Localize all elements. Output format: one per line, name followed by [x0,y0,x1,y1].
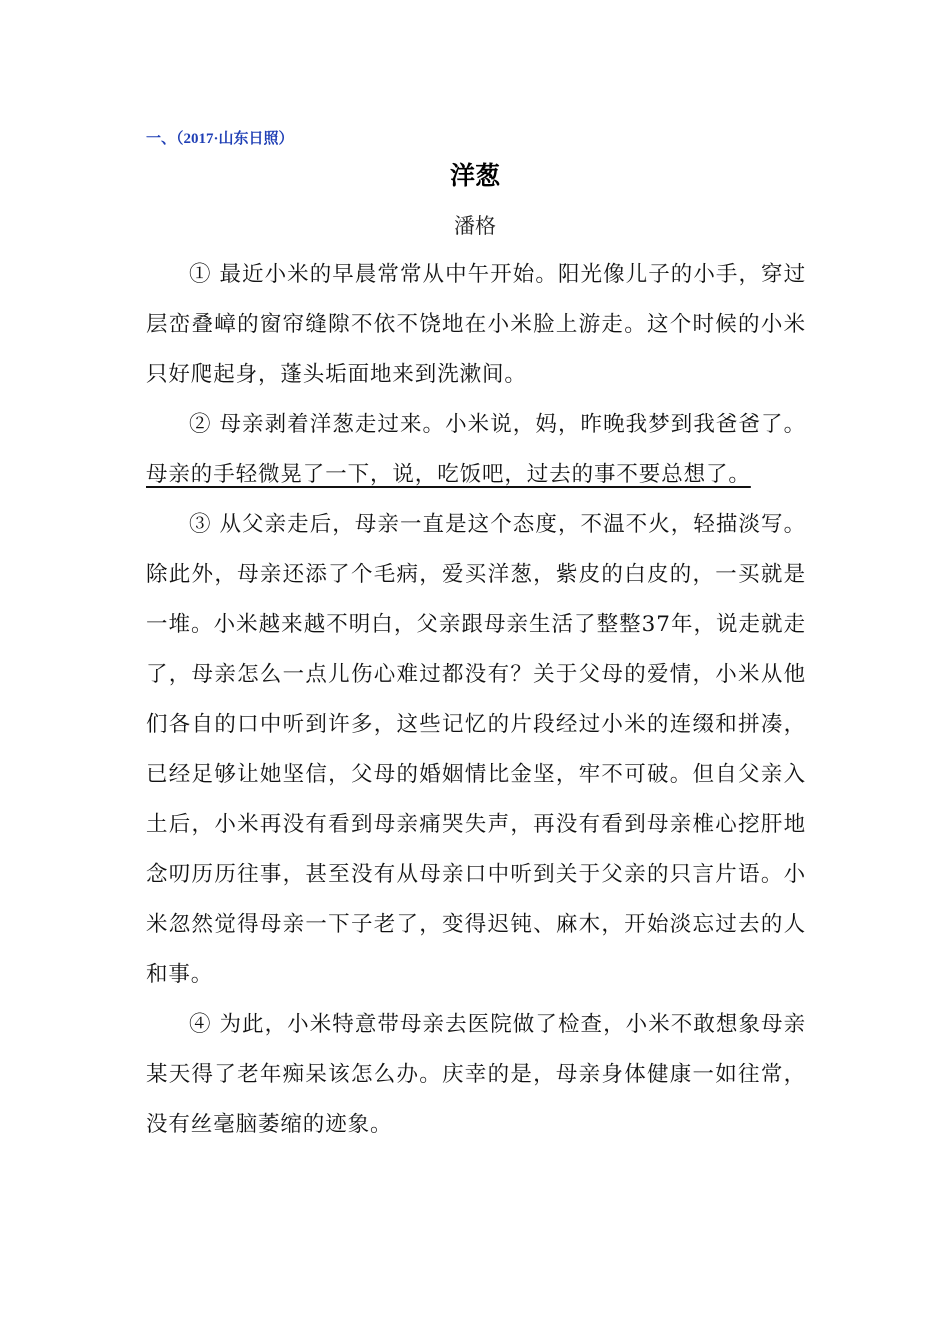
underlined-sentence: 母亲的手轻微晃了一下，说，吃饭吧，过去的事不要总想了。 [146,462,751,487]
paragraph-3: ③ 从父亲走后，母亲一直是这个态度，不温不火，轻描淡写。除此外，母亲还添了个毛病，爱买洋葱，紫皮的白皮的，一买就是一堆。小米越来越不明白，父亲跟母亲生活了整整37年，说走就走了，母亲怎么一点儿伤心难过都没有？关于父母的爱情，小米从他们各自的口中听到许多，这些记忆的片段经过小米的连缀和拼凑，已经足够让她坚信，父母的婚姻情比金坚，牢不可破。但自父亲入土后，小米再没有看到母亲痛哭失声，再没有看到母亲椎心挖肝地念叨历历往事，甚至没有从母亲口中听到关于父亲的只言片语。小米忽然觉得母亲一下子老了，变得迟钝、麻木，开始淡忘过去的人和事。 [146,512,806,987]
paragraph-2-text: ② 母亲剥着洋葱走过来。小米说，妈，昨晚我梦到我爸爸了。 [189,412,806,437]
paragraph-1: ① 最近小米的早晨常常从中午开始。阳光像儿子的小手，穿过层峦叠嶂的窗帘缝隙不依不饶地在小米脸上游走。这个时候的小米只好爬起身，蓬头垢面地来到洗漱间。 [146,262,806,387]
question-source: 一、（2017·山东日照） [146,131,294,147]
article-body [146,250,806,1150]
paragraph-2 [146,400,806,500]
article-title: 洋葱 [449,161,500,190]
article-author: 潘格 [454,214,496,238]
paragraph-4: ④ 为此，小米特意带母亲去医院做了检查，小米不敢想象母亲某天得了老年痴呆该怎么办。庆幸的是，母亲身体健康一如往常，没有丝毫脑萎缩的迹象。 [146,1012,806,1137]
